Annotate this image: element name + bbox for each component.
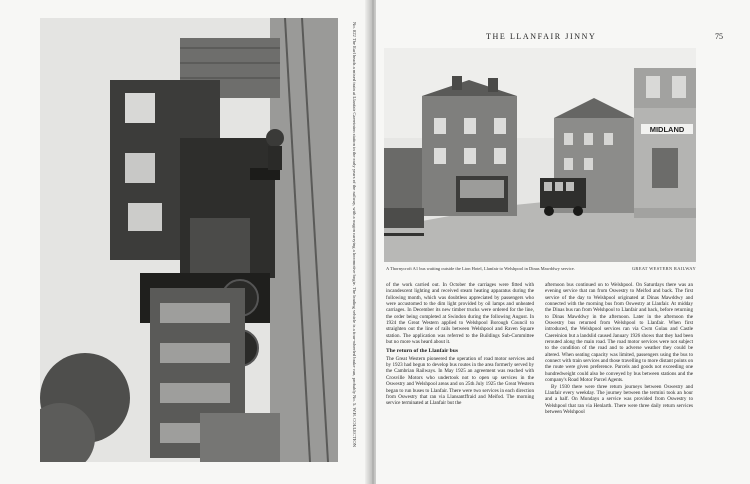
running-head: THE LLANFAIR JINNY	[486, 32, 597, 41]
text-column-left	[386, 282, 534, 407]
midland-sign: MIDLAND	[649, 125, 685, 134]
street-bus-photo	[384, 48, 696, 262]
right-photo-caption-row	[386, 266, 696, 271]
locomotive-photo	[40, 18, 338, 462]
text-column-right	[545, 282, 693, 415]
left-photo-caption: No. 822 The Earl heads a mixed train at Llanfair Caereinion station in the early years of the railway, with a wagon carrying a locomotive bogie. The leading vehicle is a four-wheeled brake van, probably No. 5. W.H. COLLECTION	[352, 22, 357, 447]
right-photo-caption: A Thornycroft A1 bus waiting outside the Lion Hotel, Llanfair to Welshpool in Dinas Mawddwy service.	[386, 266, 575, 271]
page-number: 75	[715, 32, 723, 41]
left-caption-wrap	[343, 22, 357, 462]
paragraph: afternoon bus continued on to Welshpool. On Saturdays there was an evening service that ran from Oswestry to Meifod and back. The first service of the day to Welshpool originated at Dinas Mawddwy and connected with the morning bus from Oswestry at Llanfair. At midday the Dinas bus ran from Welshpool to Llanfair and back, before returning to Dinas Mawddwy in the afternoon. Later in the afternoon the Oswestry bus returned from Welshpool to Llanfair. When first introduced, the Welshpool services ran via Cwm Golau and Castle Caereinion but a landslid caused January 1926 shows that they had been rerouted along the main road. The road motor services were not subject to the condition of the road and to adverse weather they could be altered. When seating capacity was limited, passengers using the bus to connect with train services and those travelling to more distant points on the route were given preference. Parcels and goods not exceeding one hundredweight could also be conveyed by bus between stations and the company's Road Motor Parcel Agents.	[545, 282, 693, 384]
right-photo-credit: GREAT WESTERN RAILWAY	[631, 266, 696, 271]
paragraph: of the work carried out. In October the carriages were fitted with incandescent lighting and received steam heating apparatus during the following month, which was doubtless appreciated by passengers who were accustomed to the dim light provided by oil lamps and unheated carriages. In December its new timber trucks were ordered for the line, the order being completed at Swindon during the following August. In 1924 the Great Western applied to Welshpool Borough Council to straighten out the line of rails between Welshpool and Raven Square station. The application was referred to the Buildings Sub-Committee but no more was heard about it.	[386, 282, 534, 346]
paragraph: The Great Western pioneered the operation of road motor services and by 1923 had begun to develop bus routes in the area formerly served by the Cambrian Railways. In May 1925 an agreement was reached with Crosville Motors who undertook not to open up services in the Oswestry and Welshpool areas and on 25th July 1925 the Great Western began to run buses to Llanfair. There were two services in each direction from Oswestry that ran via Llansantffraid and Meifod. The morning service terminated at Llanfair but the	[386, 355, 534, 407]
paragraph: By 1930 there were three return journeys between Oswestry and Llanfair every weekday. The journey between the termini took an hour and a half. On Mondays a service was provided from Oswestry to Welshpool that ran via Henlarth. There were three daily return services between Welshpool	[545, 383, 693, 415]
left-page	[0, 0, 372, 484]
section-heading: The return of the Llanfair bus	[386, 348, 459, 355]
